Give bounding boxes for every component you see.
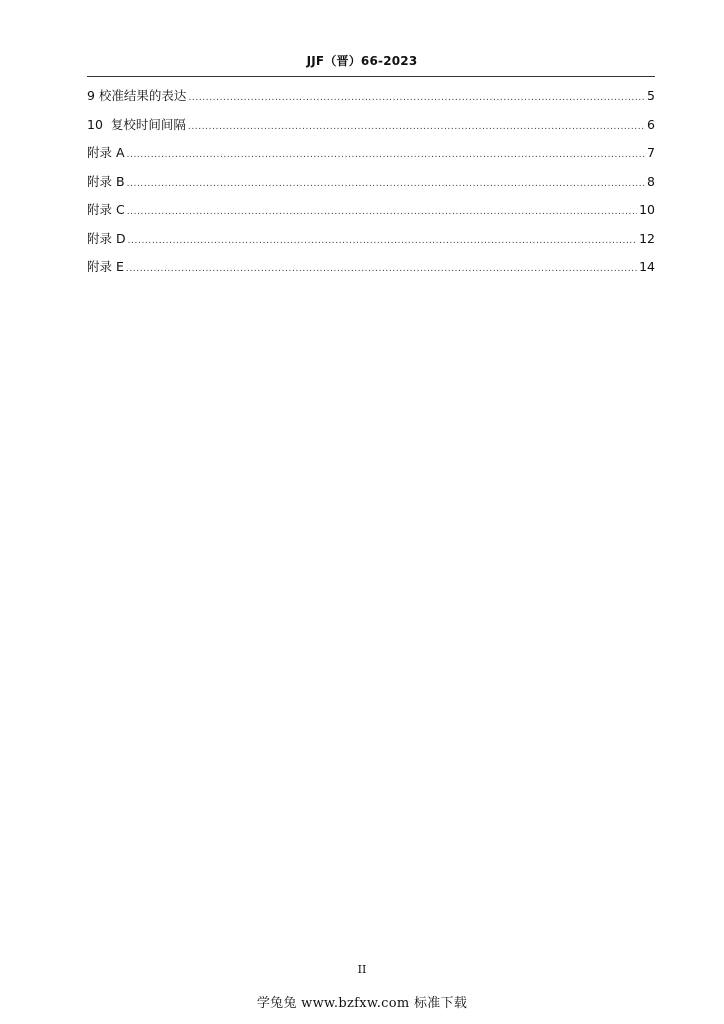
toc-entry (87, 139, 655, 168)
header-divider (87, 76, 655, 77)
toc-entry-label: 附录 A (87, 145, 125, 160)
toc-leader-dots (128, 227, 637, 256)
toc-entry-label: 9 校准结果的表达 (87, 88, 187, 103)
toc-entry-page: 5 (647, 88, 655, 103)
toc-leader-dots (126, 255, 637, 284)
toc-entry (87, 253, 655, 282)
toc-leader-dots (127, 170, 645, 199)
toc-entry-page: 8 (647, 173, 655, 189)
toc-entry-page: 7 (647, 145, 655, 160)
toc-entry (87, 225, 655, 254)
toc-entry-page: 6 (647, 116, 655, 132)
page-number: II (357, 963, 367, 976)
toc-entry-label: 附录 C (87, 202, 125, 217)
toc-entry-page: 14 (639, 259, 655, 274)
document-header-title: JJF（晋）66-2023 (306, 54, 418, 68)
toc-entry (87, 196, 655, 225)
toc-entry (87, 168, 655, 197)
toc-leader-dots (127, 198, 637, 227)
toc-leader-dots (188, 84, 645, 113)
toc-entry-label: 10 复校时间间隔 (87, 116, 186, 132)
toc-leader-dots (127, 141, 646, 170)
toc-entry-label: 附录 D (87, 230, 126, 246)
toc-leader-dots (188, 113, 645, 142)
toc-entry (87, 82, 655, 111)
toc-entry (87, 111, 655, 140)
toc-entry-page: 12 (639, 230, 655, 246)
footer-watermark: 学兔兔 www.bzfxw.com 标准下载 (256, 996, 468, 1011)
toc-entry-page: 10 (639, 202, 655, 217)
toc-entry-label: 附录 B (87, 173, 125, 189)
table-of-contents (87, 82, 655, 282)
toc-entry-label: 附录 E (87, 259, 124, 274)
